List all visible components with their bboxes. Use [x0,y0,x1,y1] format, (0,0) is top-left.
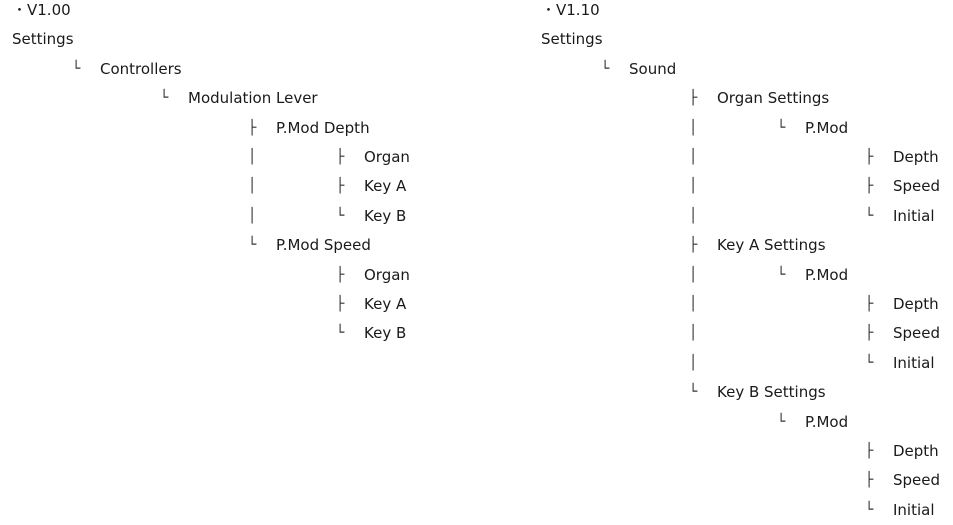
tree-item [0,59,520,79]
tree-connector: ├ [336,266,345,283]
tree-item-label: Initial [893,500,935,519]
tree-connector: └ [777,413,786,430]
tree-item [0,29,520,49]
tree-item [529,382,953,402]
tree-item [529,206,953,226]
tree-item [0,206,520,226]
tree-connector: │ [689,178,698,195]
tree-connector: │ [689,354,698,371]
tree-item-label: Settings [541,30,603,49]
tree-item-label: Initial [893,353,935,372]
tree-item [529,470,953,490]
tree-panel-right [529,0,953,525]
version-heading [529,0,953,20]
tree-item-label: P.Mod [805,412,849,431]
tree-item-label: Organ Settings [717,89,830,108]
tree-connector: ├ [865,325,874,342]
tree-item [529,265,953,285]
version-label: ・V1.00 [12,1,71,19]
tree-connector: └ [777,266,786,283]
tree-item [0,88,520,108]
tree-item [529,441,953,461]
tree-item-label: Modulation Lever [188,89,318,108]
tree-item-label: Initial [893,206,935,225]
tree-item [529,500,953,520]
tree-item [0,147,520,167]
tree-connector: ├ [336,296,345,312]
version-heading [0,0,520,20]
tree-connector: ├ [336,178,345,195]
tree-item-label: P.Mod Speed [276,236,371,255]
tree-connector: └ [865,354,874,371]
tree-connector: │ [689,325,698,342]
tree-connector: └ [336,207,345,224]
tree-item-label: Key A [364,295,407,313]
tree-connector: ├ [336,149,345,165]
tree-item [0,294,520,314]
tree-item-label: Speed [893,324,941,343]
tree-item [529,147,953,167]
tree-connector: │ [689,119,698,136]
tree-item [529,323,953,343]
tree-item [0,235,520,255]
tree-item [529,294,953,314]
tree-item [529,353,953,373]
tree-item-label: Organ [364,148,410,166]
tree-connector: │ [689,149,698,165]
tree-connector: ├ [865,149,874,165]
tree-item [0,176,520,196]
tree-item [529,118,953,138]
tree-item-label: Depth [893,148,939,166]
tree-item [529,176,953,196]
tree-item [529,412,953,432]
tree-item-label: Organ [364,265,410,284]
tree-connector: │ [248,178,257,195]
tree-item-label: P.Mod [805,265,849,284]
tree-item-label: Key A [364,177,407,196]
tree-connector: ├ [689,237,698,254]
tree-connector: └ [865,207,874,224]
tree-item [529,59,953,79]
tree-connector: │ [689,207,698,224]
tree-item-label: Key B [364,206,407,225]
tree-connector: ├ [248,119,257,136]
tree-item [0,323,520,343]
tree-item [529,29,953,49]
tree-item [529,88,953,108]
tree-item [529,235,953,255]
tree-connector: └ [336,325,345,342]
tree-connector: └ [72,60,81,77]
tree-connector: │ [248,207,257,224]
tree-item-label: Key B Settings [717,383,826,402]
tree-connector: │ [248,149,257,165]
tree-connector: ├ [865,296,874,312]
version-label: ・V1.10 [541,1,600,19]
tree-connector: ├ [689,90,698,107]
tree-connector: └ [777,119,786,136]
tree-connector: └ [160,90,169,107]
tree-connector: ├ [865,472,874,489]
tree-item-label: Speed [893,471,941,490]
tree-item-label: Depth [893,295,939,313]
tree-connector: └ [865,501,874,518]
tree-item-label: P.Mod [805,118,849,137]
tree-connector: └ [601,60,610,77]
tree-item-label: Settings [12,30,74,49]
tree-connector: │ [689,266,698,283]
tree-item [0,265,520,285]
tree-item-label: Key B [364,324,407,343]
tree-item-label: Key A Settings [717,236,826,255]
tree-item-label: P.Mod Depth [276,118,370,137]
tree-item-label: Sound [629,59,677,78]
tree-connector: │ [689,296,698,312]
tree-item [0,118,520,138]
tree-item-label: Speed [893,177,941,196]
tree-item-label: Controllers [100,59,182,78]
tree-connector: ├ [865,443,874,459]
tree-connector: └ [248,237,257,254]
tree-connector: ├ [865,178,874,195]
tree-item-label: Depth [893,442,939,460]
tree-connector: └ [689,384,698,401]
